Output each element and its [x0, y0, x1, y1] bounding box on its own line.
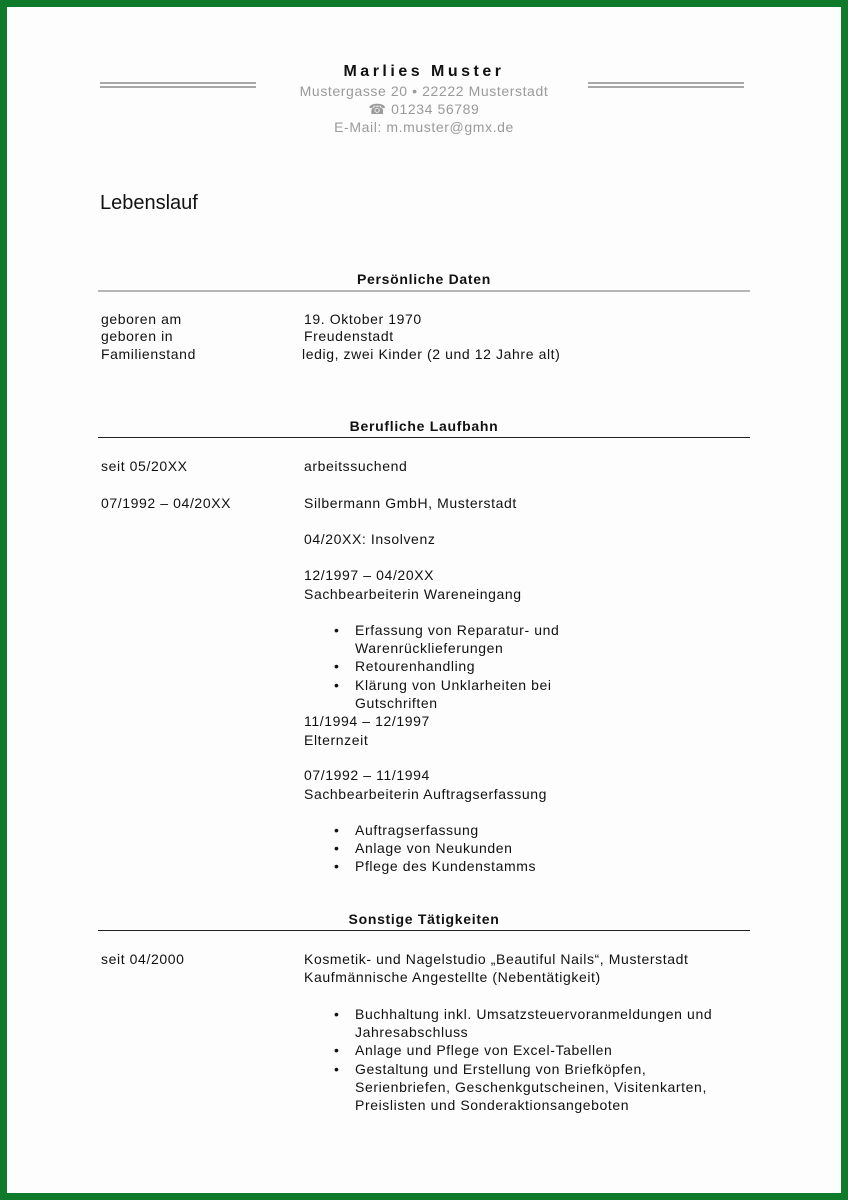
applicant-name: Marlies Muster: [343, 63, 505, 80]
list-item: • Klärung von Unklarheiten bei Gutschriften: [334, 676, 594, 712]
personal-label: geboren in: [101, 328, 174, 344]
position-period: 11/1994 – 12/1997: [304, 713, 430, 729]
section-heading-other: Sonstige Tätigkeiten: [98, 911, 750, 931]
list-item: • Anlage und Pflege von Excel-Tabellen: [334, 1041, 746, 1059]
section-heading-personal: Persönliche Daten: [98, 271, 750, 292]
position-period: 12/1997 – 04/20XX: [304, 567, 435, 583]
position-period: 07/1992 – 11/1994: [304, 767, 430, 783]
insolvency-note: 04/20XX: Insolvenz: [304, 531, 436, 547]
phone-icon: ☎: [368, 101, 387, 117]
address-line: Mustergasse 20 • 22222 Musterstadt: [299, 83, 549, 99]
list-item: • Buchhaltung inkl. Umsatzsteuervoranmeldungen und Jahresabschluss: [334, 1005, 746, 1041]
duty-list: [334, 621, 594, 712]
personal-value: ledig, zwei Kinder (2 und 12 Jahre alt): [302, 346, 561, 362]
document-title: Lebenslauf: [100, 192, 198, 214]
personal-value: 19. Oktober 1970: [304, 311, 422, 327]
section-heading-career: Berufliche Laufbahn: [98, 418, 750, 438]
list-item: • Pflege des Kundenstamms: [334, 857, 694, 875]
list-item: • Gestaltung und Erstellung von Briefköpfen, Serienbriefen, Geschenkgutscheinen, Visitenkarten, Preislisten und Sonderaktionsangeboten: [334, 1060, 746, 1115]
phone-line: [0, 100, 848, 118]
list-item: • Retourenhandling: [334, 657, 594, 675]
list-item: • Erfassung von Reparatur- und Warenrücklieferungen: [334, 621, 594, 657]
email-line: E-Mail: m.muster@gmx.de: [334, 119, 514, 135]
duty-list: [334, 1005, 746, 1114]
position-title: Elternzeit: [304, 732, 369, 748]
list-item: • Anlage von Neukunden: [334, 839, 694, 857]
career-period: seit 05/20XX: [101, 458, 188, 474]
other-employer: Kosmetik- und Nagelstudio „Beautiful Nails“, Musterstadt: [304, 951, 689, 967]
position-title: Sachbearbeiterin Wareneingang: [304, 586, 522, 602]
letterhead: [0, 62, 848, 136]
other-role: Kaufmännische Angestellte (Nebentätigkeit): [304, 969, 601, 985]
employer-name: Silbermann GmbH, Musterstadt: [304, 495, 517, 511]
personal-label: geboren am: [101, 311, 182, 327]
list-item: • Auftragserfassung: [334, 821, 694, 839]
career-period: 07/1992 – 04/20XX: [101, 495, 232, 511]
phone-number: 01234 56789: [391, 101, 480, 117]
career-status: arbeitssuchend: [304, 458, 408, 474]
personal-value: Freudenstadt: [304, 328, 394, 344]
position-title: Sachbearbeiterin Auftragserfassung: [304, 786, 547, 802]
duty-list: [334, 821, 694, 876]
other-period: seit 04/2000: [101, 951, 185, 967]
personal-label: Familienstand: [101, 346, 196, 362]
